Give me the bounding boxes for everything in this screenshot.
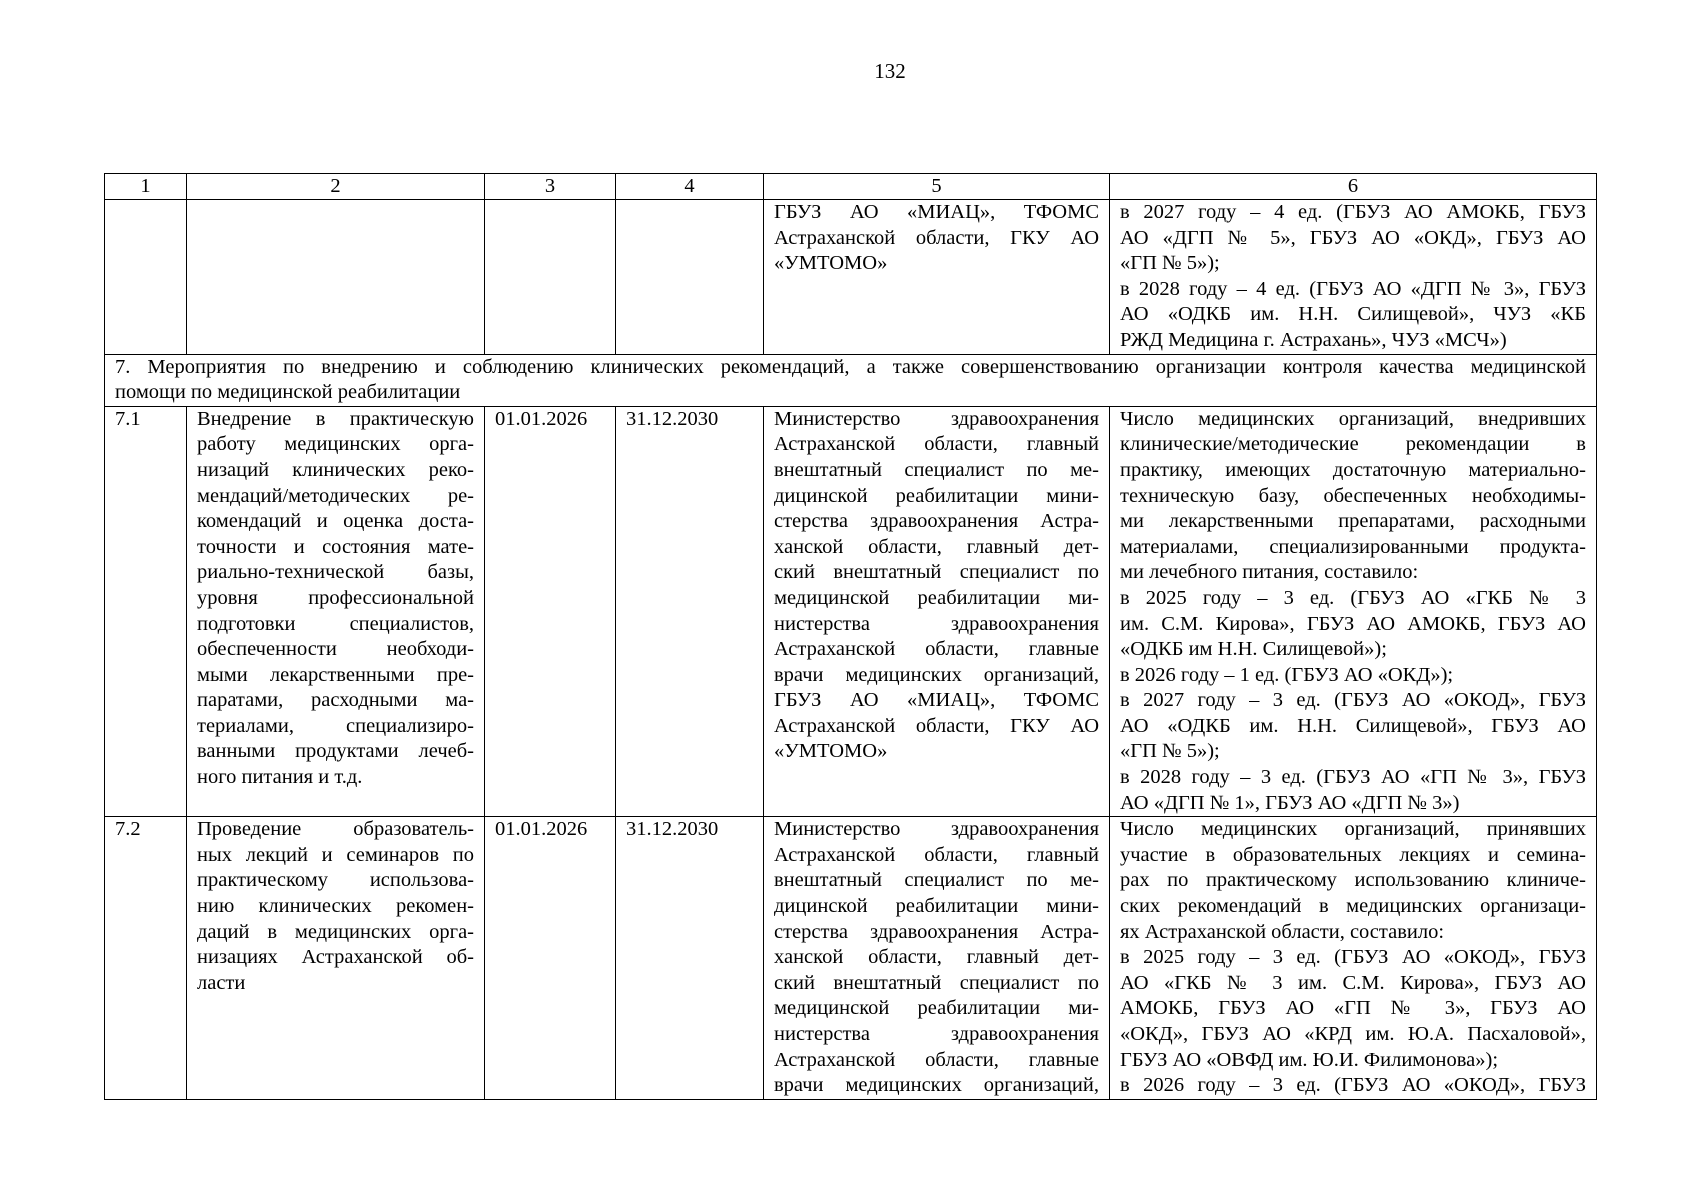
executors-line: ханской области, главный дет- bbox=[774, 946, 1099, 969]
start-date-cell: 01.01.2026 bbox=[485, 406, 616, 817]
title-line: териалами, специализиро- bbox=[197, 714, 474, 737]
executors-line: Министерство здравоохранения bbox=[774, 818, 1099, 841]
title-line: подготовки специалистов, bbox=[197, 612, 474, 635]
measure-title-cell bbox=[187, 817, 485, 1100]
executors-line: ский внештатный специалист по bbox=[774, 561, 1099, 584]
result-line: АО «ГКБ № 3 им. С.М. Кирова», ГБУЗ АО bbox=[1120, 971, 1586, 994]
executors-line: нистерства здравоохранения bbox=[774, 612, 1099, 635]
section-heading-7 bbox=[105, 354, 1597, 406]
page-number: 132 bbox=[874, 59, 906, 83]
result-line: ГБУЗ АО «ОВФД им. Ю.И. Филимонова»); bbox=[1120, 1048, 1499, 1071]
executors-line: стерства здравоохранения Астра- bbox=[774, 920, 1099, 943]
row-number-cell: 7.1 bbox=[105, 406, 187, 817]
column-header-6: 6 bbox=[1110, 174, 1597, 200]
executors-line: Астраханской области, главные bbox=[774, 638, 1099, 661]
executors-line: Астраханской области, главный bbox=[774, 843, 1099, 866]
result-line: в 2026 году – 3 ед. (ГБУЗ АО «ОКОД», ГБУЗ bbox=[1120, 1074, 1586, 1097]
title-line: практическому использова- bbox=[197, 869, 474, 892]
executors-line: внештатный специалист по ме- bbox=[774, 458, 1099, 481]
title-line: низациях Астраханской об- bbox=[197, 946, 474, 969]
result-line: им. С.М. Кирова», ГБУЗ АО АМОКБ, ГБУЗ АО bbox=[1120, 612, 1586, 635]
title-line: ласти bbox=[197, 971, 246, 994]
result-line: РЖД Медицина г. Астрахань», ЧУЗ «МСЧ») bbox=[1120, 328, 1507, 351]
result-line: ми лекарственными препаратами, расходными bbox=[1120, 510, 1586, 533]
section-heading-line: помощи по медицинской реабилитации bbox=[115, 381, 461, 404]
title-line: работу медицинских орга- bbox=[197, 433, 474, 456]
executors-line: ГБУЗ АО «МИАЦ», ТФОМС bbox=[774, 201, 1099, 223]
end-date-cell: 31.12.2030 bbox=[616, 817, 764, 1100]
title-line: обеспеченности необходи- bbox=[197, 638, 474, 661]
section-heading-row bbox=[105, 354, 1597, 406]
result-line: техническую базу, обеспеченных необходимы- bbox=[1120, 484, 1586, 507]
table-row-7-2 bbox=[105, 817, 1597, 1100]
executors-line: дицинской реабилитации мини- bbox=[774, 895, 1099, 918]
row-number-cell bbox=[105, 200, 187, 355]
column-header-2: 2 bbox=[187, 174, 485, 200]
column-header-3: 3 bbox=[485, 174, 616, 200]
title-line: нию клинических рекомен- bbox=[197, 895, 474, 918]
result-line: АО «ДГП № 1», ГБУЗ АО «ДГП № 3») bbox=[1120, 791, 1460, 814]
result-line: АО «ОДКБ им. Н.Н. Силищевой», ГБУЗ АО bbox=[1120, 714, 1586, 737]
result-line: практику, имеющих достаточную материально- bbox=[1120, 458, 1586, 481]
result-line: ми лечебного питания, составило: bbox=[1120, 561, 1419, 584]
result-line: ских рекомендаций в медицинских организаци- bbox=[1120, 895, 1586, 918]
end-date-cell: 31.12.2030 bbox=[616, 406, 764, 817]
title-line: риально-технической базы, bbox=[197, 561, 474, 584]
start-date-cell bbox=[485, 200, 616, 355]
result-line: «ГП № 5»); bbox=[1120, 252, 1220, 275]
result-line: «ОКД», ГБУЗ АО «КРД им. Ю.А. Пасхаловой», bbox=[1120, 1023, 1586, 1045]
executors-line: Астраханской области, главные bbox=[774, 1048, 1099, 1071]
result-line: в 2026 году – 1 ед. (ГБУЗ АО «ОКД»); bbox=[1120, 663, 1454, 686]
executors-line: Министерство здравоохранения bbox=[774, 407, 1099, 430]
result-line: АМОКБ, ГБУЗ АО «ГП № 3», ГБУЗ АО bbox=[1120, 997, 1586, 1020]
result-line: ях Астраханской области, составило: bbox=[1120, 920, 1445, 943]
title-line: мендаций/методических ре- bbox=[197, 484, 474, 507]
executors-line: стерства здравоохранения Астра- bbox=[774, 510, 1099, 533]
result-line: АО «ОДКБ им. Н.Н. Силищевой», ЧУЗ «КБ bbox=[1120, 303, 1586, 326]
executors-line: дицинской реабилитации мини- bbox=[774, 484, 1099, 507]
measure-title-cell bbox=[187, 406, 485, 817]
column-header-4: 4 bbox=[616, 174, 764, 200]
title-line: мыми лекарственными пре- bbox=[197, 663, 474, 686]
executors-line: ский внештатный специалист по bbox=[774, 971, 1099, 994]
measures-table bbox=[104, 173, 1597, 1100]
result-line: в 2025 году – 3 ед. (ГБУЗ АО «ГКБ № 3 bbox=[1120, 586, 1586, 609]
result-line: рах по практическому использованию клиниче- bbox=[1120, 869, 1586, 892]
result-line: в 2028 году – 3 ед. (ГБУЗ АО «ГП № 3», ГБУЗ bbox=[1120, 766, 1586, 789]
result-line: Число медицинских организаций, внедривших bbox=[1120, 407, 1586, 430]
executors-line: медицинской реабилитации ми- bbox=[774, 997, 1099, 1020]
title-line: комендаций и оценка доста- bbox=[197, 510, 474, 533]
column-header-5: 5 bbox=[764, 174, 1110, 200]
title-line: даций в медицинских орга- bbox=[197, 920, 474, 943]
executors-cell bbox=[764, 817, 1110, 1100]
section-heading-line: 7. Мероприятия по внедрению и соблюдению клинических рекомендаций, а также совершенствованию организации контроля качества медицинской bbox=[115, 355, 1586, 378]
executors-line: Астраханской области, главный bbox=[774, 433, 1099, 456]
result-line: участие в образовательных лекциях и семина- bbox=[1120, 843, 1586, 866]
executors-line: ГБУЗ АО «МИАЦ», ТФОМС bbox=[774, 689, 1099, 712]
title-line: низаций клинических реко- bbox=[197, 458, 474, 481]
result-line: в 2027 году – 4 ед. (ГБУЗ АО АМОКБ, ГБУЗ bbox=[1120, 201, 1586, 223]
column-number-header-row bbox=[105, 174, 1597, 200]
executors-line: «УМТОМО» bbox=[774, 740, 888, 763]
result-line: «ОДКБ им Н.Н. Силищевой»); bbox=[1120, 638, 1387, 661]
end-date-cell bbox=[616, 200, 764, 355]
column-header-1: 1 bbox=[105, 174, 187, 200]
result-line: материалами, специализированными продукта- bbox=[1120, 535, 1586, 558]
result-line: в 2025 году – 3 ед. (ГБУЗ АО «ОКОД», ГБУЗ bbox=[1120, 946, 1586, 969]
result-line: АО «ДГП № 5», ГБУЗ АО «ОКД», ГБУЗ АО bbox=[1120, 226, 1586, 249]
result-line: Число медицинских организаций, принявших bbox=[1120, 818, 1586, 841]
row-number-cell: 7.2 bbox=[105, 817, 187, 1100]
measure-title-cell bbox=[187, 200, 485, 355]
result-line: в 2028 году – 4 ед. (ГБУЗ АО «ДГП № 3», ГБУЗ bbox=[1120, 277, 1586, 300]
executors-line: Астраханской области, ГКУ АО bbox=[774, 226, 1099, 249]
title-line: ванными продуктами лечеб- bbox=[197, 740, 474, 763]
executors-line: врачи медицинских организаций, bbox=[774, 663, 1099, 686]
result-cell bbox=[1110, 406, 1597, 817]
table-row-7-1 bbox=[105, 406, 1597, 817]
executors-line: ханской области, главный дет- bbox=[774, 535, 1099, 558]
result-line: «ГП № 5»); bbox=[1120, 740, 1220, 763]
title-line: ного питания и т.д. bbox=[197, 766, 363, 789]
executors-cell bbox=[764, 406, 1110, 817]
executors-line: медицинской реабилитации ми- bbox=[774, 586, 1099, 609]
title-line: Внедрение в практическую bbox=[197, 407, 474, 430]
start-date-cell: 01.01.2026 bbox=[485, 817, 616, 1100]
executors-line: нистерства здравоохранения bbox=[774, 1023, 1099, 1045]
title-line: точности и состояния мате- bbox=[197, 535, 474, 558]
executors-cell bbox=[764, 200, 1110, 355]
result-cell bbox=[1110, 200, 1597, 355]
executors-line: внештатный специалист по ме- bbox=[774, 869, 1099, 892]
result-line: клинические/методические рекомендации в bbox=[1120, 433, 1586, 456]
title-line: ных лекций и семинаров по bbox=[197, 843, 474, 866]
executors-line: Астраханской области, ГКУ АО bbox=[774, 714, 1099, 737]
result-cell bbox=[1110, 817, 1597, 1100]
result-line: в 2027 году – 3 ед. (ГБУЗ АО «ОКОД», ГБУЗ bbox=[1120, 689, 1586, 712]
executors-line: «УМТОМО» bbox=[774, 252, 888, 275]
title-line: паратами, расходными ма- bbox=[197, 689, 474, 712]
table-row-continued bbox=[105, 200, 1597, 355]
title-line: Проведение образователь- bbox=[197, 818, 474, 841]
title-line: уровня профессиональной bbox=[197, 586, 474, 609]
executors-line: врачи медицинских организаций, bbox=[774, 1074, 1099, 1097]
